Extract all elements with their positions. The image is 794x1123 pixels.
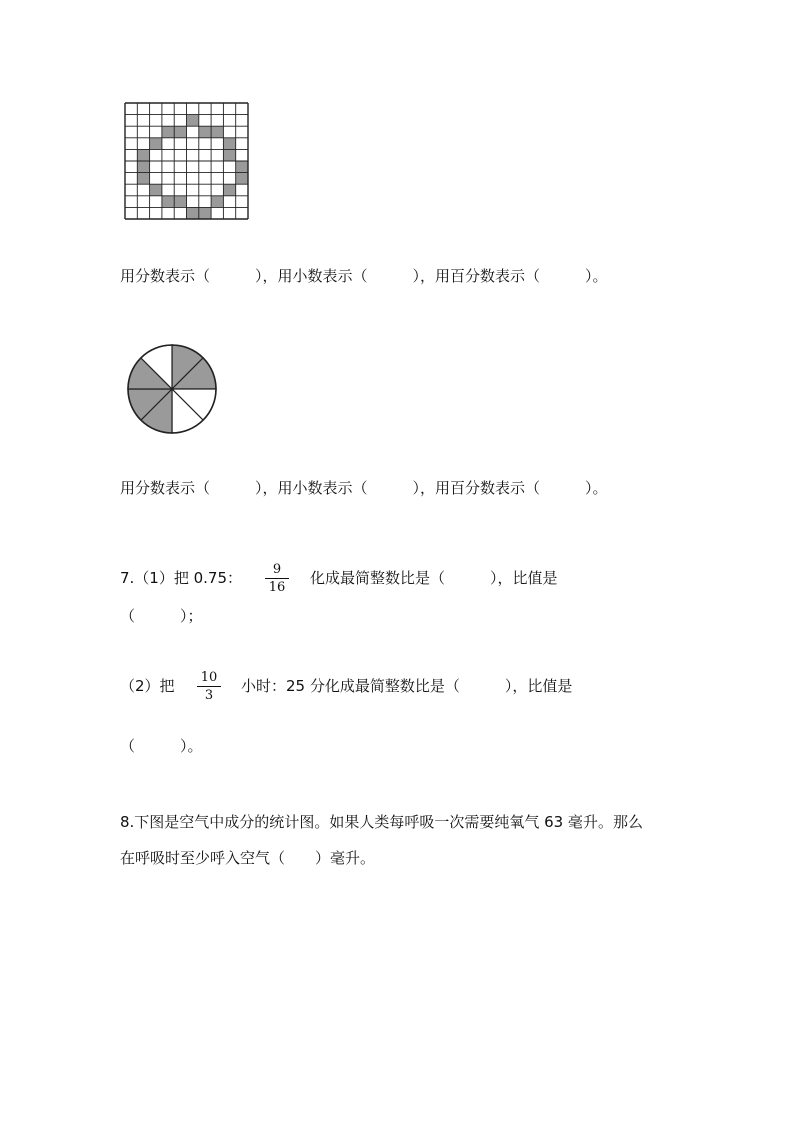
shaded-cell: [137, 161, 149, 173]
fraction-bar: [197, 686, 221, 687]
q7-part1-prefix: 7.（1）把 0.75：: [120, 569, 243, 587]
q7-part1-fraction: [265, 562, 289, 595]
shaded-cell: [137, 173, 149, 185]
fraction-denominator: 16: [268, 580, 286, 595]
q7-part1-suffix: 化成最简整数比是（ ），比值是: [310, 569, 558, 587]
grid-question: 用分数表示（ ），用小数表示（ ），用百分数表示（ ）。: [120, 267, 608, 285]
shaded-cell: [236, 161, 248, 173]
shaded-cell: [211, 126, 223, 138]
circle-figure: [126, 343, 218, 435]
q8-line2: 在呼吸时至少呼入空气（ ）毫升。: [120, 849, 376, 867]
shaded-cell: [223, 138, 235, 150]
shaded-cell: [211, 196, 223, 208]
q7-part2-prefix: （2）把: [120, 677, 175, 695]
fraction-denominator: 3: [204, 688, 214, 703]
q8-line1: 8.下图是空气中成分的统计图。如果人类每呼吸一次需要纯氧气 63 毫升。那么: [120, 813, 643, 831]
q7-part2-fraction: [197, 670, 221, 703]
shaded-cell: [150, 184, 162, 196]
shaded-cell: [174, 126, 186, 138]
grid-figure: [124, 102, 249, 220]
shaded-cell: [223, 149, 235, 161]
shaded-cell: [162, 196, 174, 208]
shaded-cell: [150, 138, 162, 150]
shaded-cell: [137, 149, 149, 161]
fraction-bar: [265, 578, 289, 579]
shaded-cell: [174, 196, 186, 208]
circle-question: 用分数表示（ ），用小数表示（ ），用百分数表示（ ）。: [120, 479, 608, 497]
shaded-cell: [187, 207, 199, 219]
q7-part2-line2: （ ）。: [120, 737, 203, 755]
shaded-cell: [236, 173, 248, 185]
shaded-cell: [199, 126, 211, 138]
fraction-numerator: 9: [272, 562, 282, 577]
fraction-numerator: 10: [200, 670, 218, 685]
shaded-cell: [162, 126, 174, 138]
shaded-cell: [187, 115, 199, 127]
q7-part2-suffix: 小时：25 分化成最简整数比是（ ），比值是: [241, 677, 573, 695]
q7-part1-line2: （ ）；: [120, 607, 203, 625]
shaded-cell: [199, 207, 211, 219]
shaded-cell: [223, 184, 235, 196]
